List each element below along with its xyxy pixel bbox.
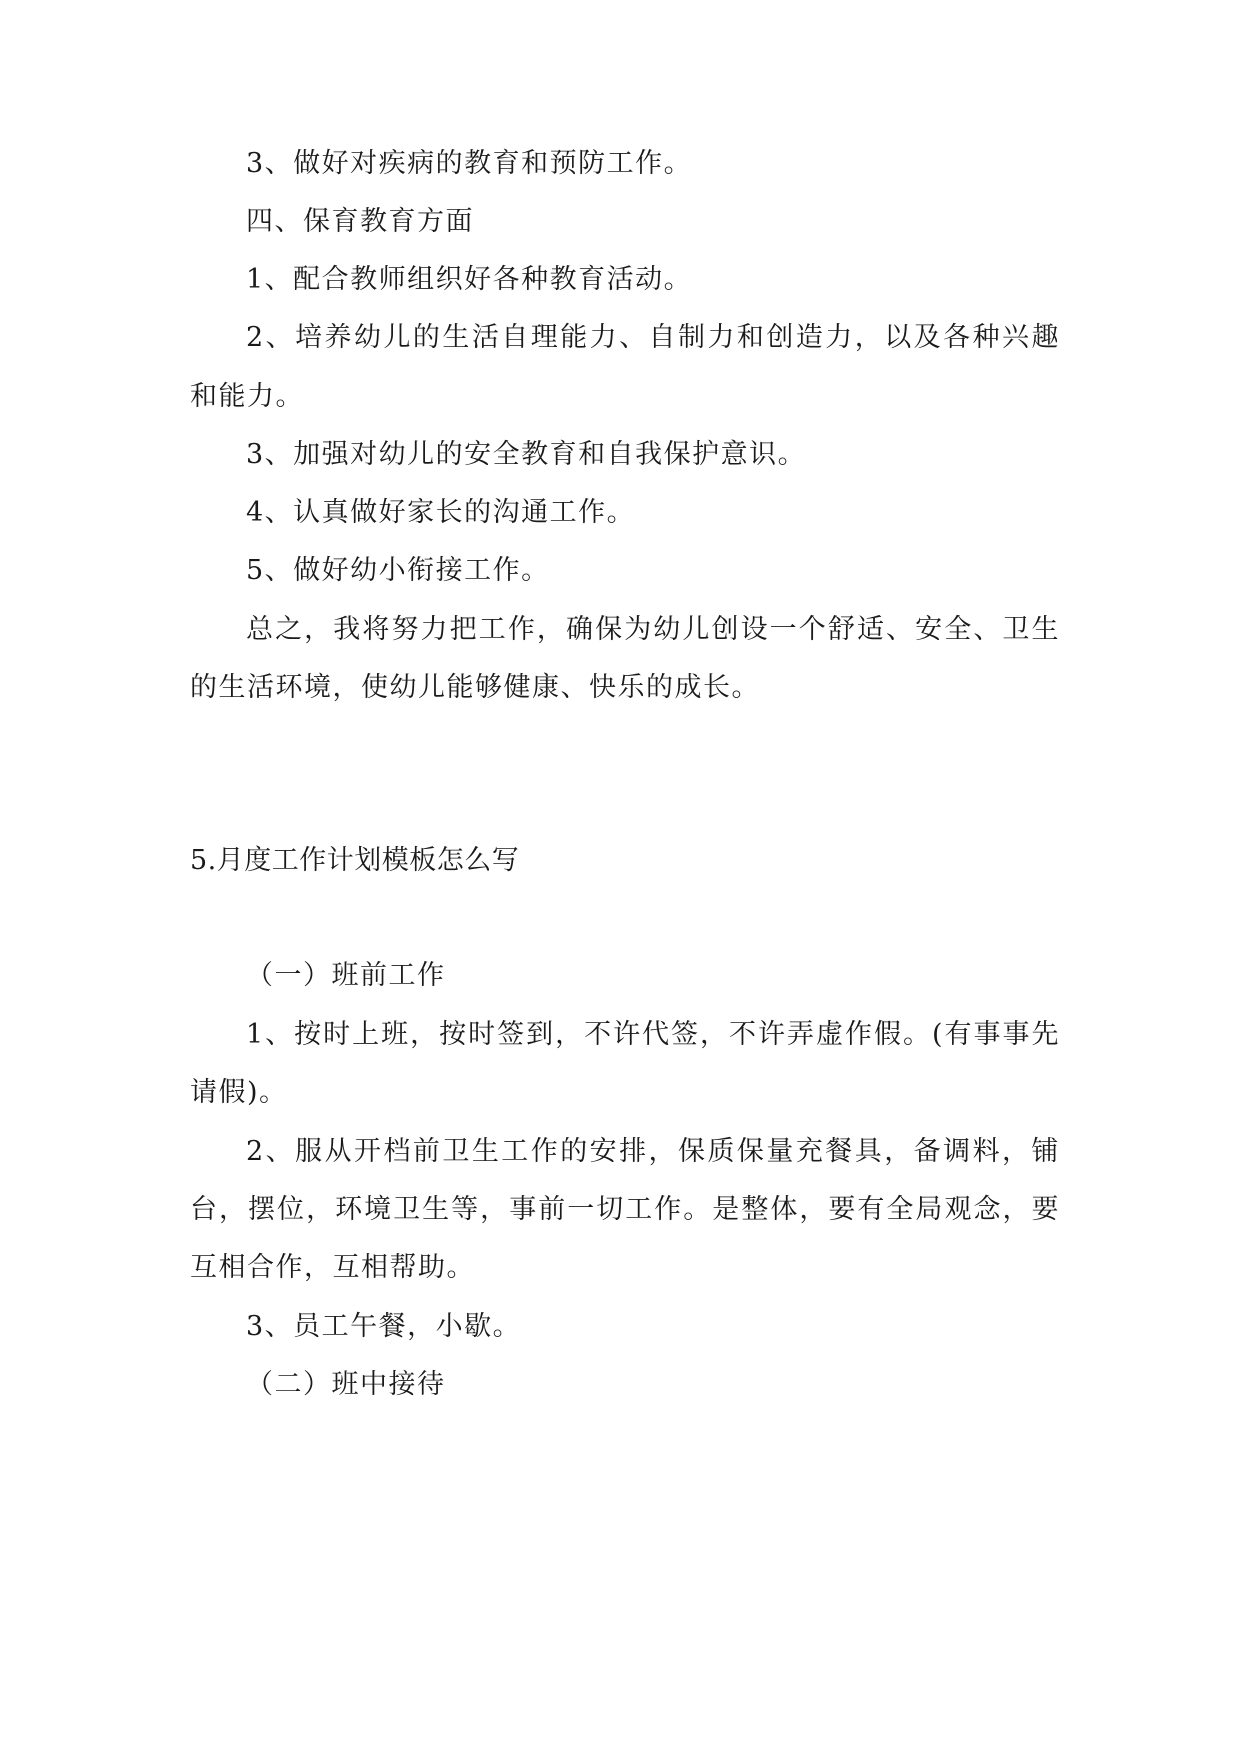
summary-paragraph-line2: 的生活环境，使幼儿能够健康、快乐的成长。 xyxy=(190,672,760,703)
list-item-safety-education: 3、加强对幼儿的安全教育和自我保护意识。 xyxy=(246,439,807,470)
list-item-cultivate-abilities-line2: 和能力。 xyxy=(190,381,304,412)
section-title-monthly-plan: 5.月度工作计划模板怎么写 xyxy=(190,845,520,876)
list-item-attendance-line1: 1、按时上班，按时签到，不许代签，不许弄虚作假。(有事事先 xyxy=(246,1019,1060,1050)
list-item-staff-lunch: 3、员工午餐，小歇。 xyxy=(246,1311,522,1342)
subsection-heading-pre-shift: （一）班前工作 xyxy=(246,960,446,991)
list-item-kindergarten-transition: 5、做好幼小衔接工作。 xyxy=(246,555,550,586)
list-item-parent-communication: 4、认真做好家长的沟通工作。 xyxy=(246,497,636,528)
list-item-organize-activities: 1、配合教师组织好各种教育活动。 xyxy=(246,264,693,295)
list-item-hygiene-prep-line3: 互相合作，互相帮助。 xyxy=(190,1252,475,1283)
list-item-hygiene-prep-line2: 台，摆位，环境卫生等，事前一切工作。是整体，要有全局观念，要 xyxy=(190,1194,1060,1225)
list-item-cultivate-abilities-line1: 2、培养幼儿的生活自理能力、自制力和创造力，以及各种兴趣 xyxy=(246,322,1060,353)
list-item-attendance-line2: 请假)。 xyxy=(190,1077,288,1108)
subsection-heading-in-shift: （二）班中接待 xyxy=(246,1369,446,1400)
section-heading-care-education: 四、保育教育方面 xyxy=(246,206,474,237)
paragraph-disease-prevention: 3、做好对疾病的教育和预防工作。 xyxy=(246,148,693,179)
list-item-hygiene-prep-line1: 2、服从开档前卫生工作的安排，保质保量充餐具，备调料，铺 xyxy=(246,1136,1060,1167)
summary-paragraph-line1: 总之，我将努力把工作，确保为幼儿创设一个舒适、安全、卫生 xyxy=(246,614,1060,645)
